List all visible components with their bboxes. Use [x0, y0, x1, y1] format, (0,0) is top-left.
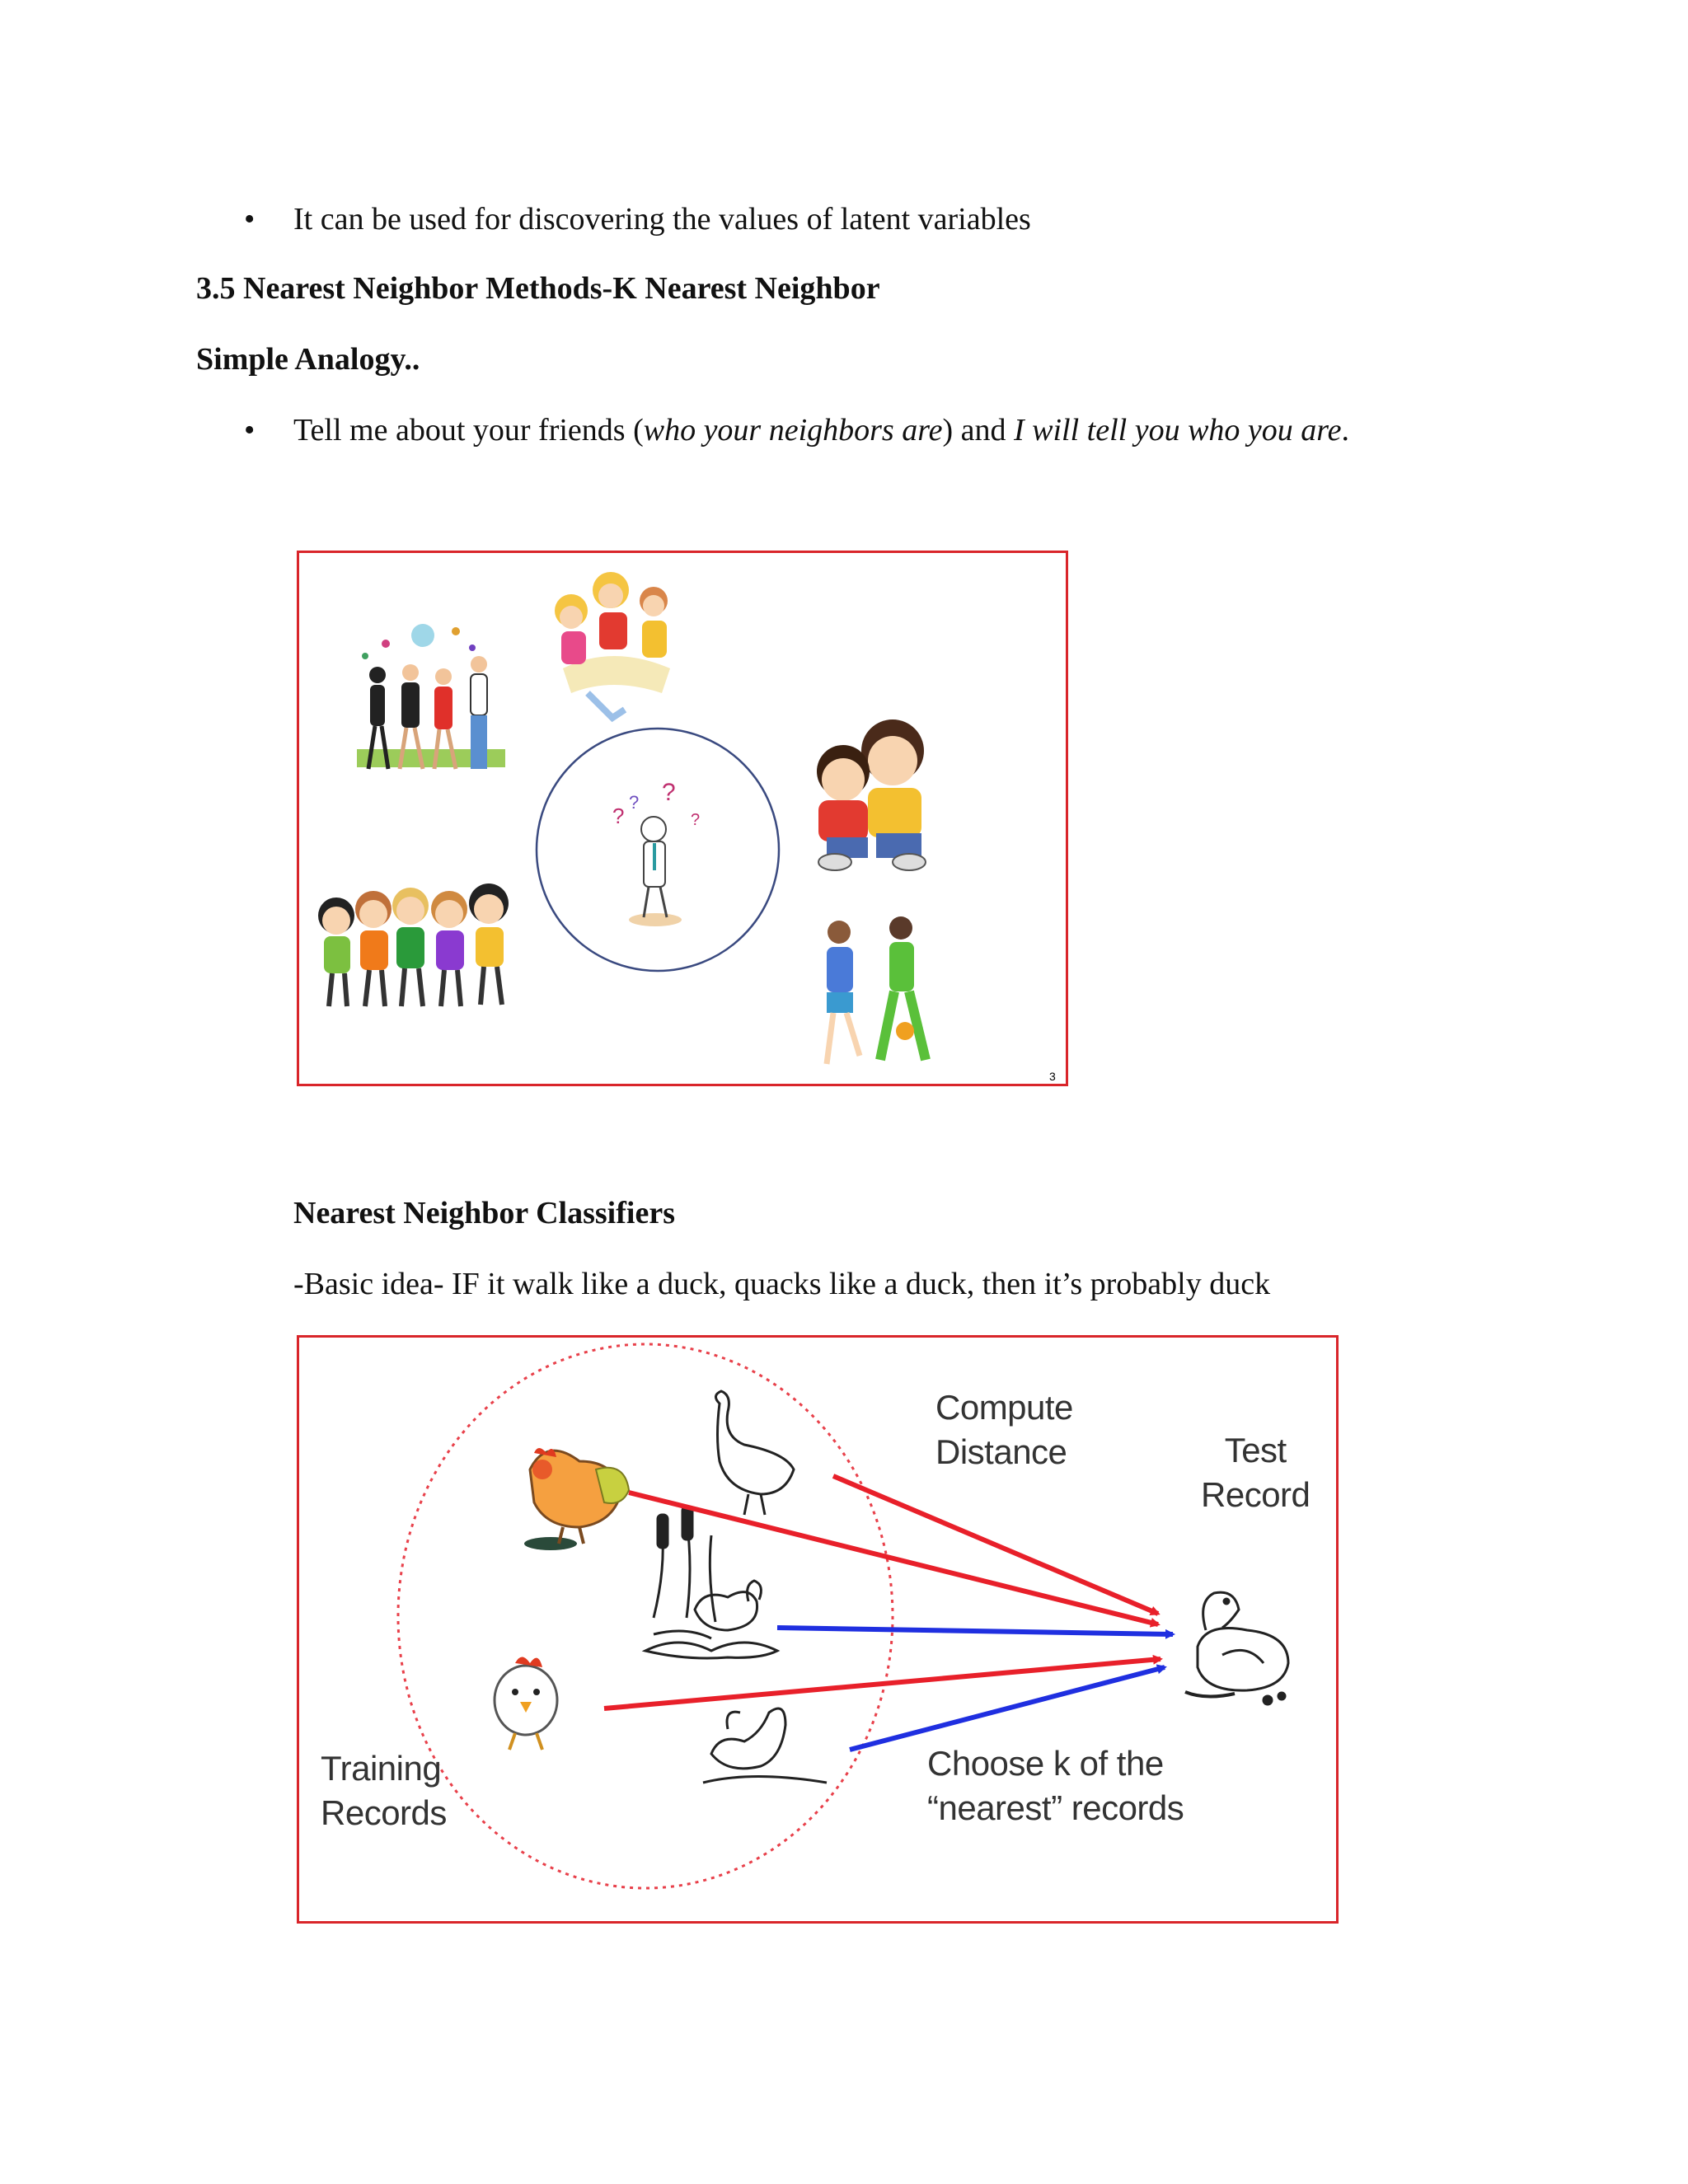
bullet-text-latent-variables: It can be used for discovering the values of latent variables	[293, 202, 1031, 237]
distance-arrow-red	[833, 1476, 1158, 1614]
friends-illustration-figure	[297, 551, 1068, 1086]
bullet-text-part: Tell me about your friends (	[293, 413, 644, 448]
question-mark: ?	[629, 792, 640, 813]
bullet-text-friends	[293, 412, 1349, 448]
nearest-arrow-blue	[777, 1628, 1173, 1634]
test-record-label	[1201, 1428, 1310, 1517]
party-people-icon	[357, 624, 505, 769]
nearest-neighbor-diagram-svg	[299, 1338, 1336, 1921]
question-mark: ?	[662, 779, 676, 806]
subheading-simple-analogy: Simple Analogy..	[196, 342, 420, 377]
rooster-icon	[524, 1448, 629, 1550]
swan-icon	[703, 1708, 827, 1783]
training-records-line: Records	[321, 1793, 447, 1832]
boys-hugging-icon	[817, 719, 926, 870]
bullet-text-italic: who your neighbors are	[643, 413, 943, 448]
children-reading-icon	[555, 572, 670, 718]
cattails-ducks-icon	[645, 1507, 777, 1658]
choose-k-label	[927, 1741, 1184, 1830]
goose-icon	[715, 1391, 794, 1515]
basic-idea-text: -Basic idea- IF it walk like a duck, quacks like a duck, then it’s probably duck	[293, 1267, 1271, 1301]
nearest-neighbor-diagram	[297, 1335, 1339, 1924]
training-records-label	[321, 1746, 447, 1835]
classifiers-title: Nearest Neighbor Classifiers	[293, 1196, 675, 1230]
test-record-line: Record	[1201, 1475, 1311, 1514]
compute-distance-line: Distance	[935, 1432, 1067, 1471]
bullet-marker: •	[244, 202, 256, 237]
kids-group-icon	[318, 883, 509, 1006]
bullet-text-part: .	[1341, 413, 1350, 448]
nearest-arrow-blue	[850, 1667, 1165, 1750]
distance-arrow-red	[629, 1493, 1158, 1624]
bullet-text-part: ) and	[942, 413, 1014, 448]
slide-number: 3	[1049, 1070, 1056, 1083]
boys-playing-football-icon	[827, 916, 926, 1064]
distance-arrow-red	[604, 1659, 1160, 1708]
thinking-man-icon	[612, 779, 700, 926]
section-heading: 3.5 Nearest Neighbor Methods-K Nearest Neighbor	[196, 271, 880, 306]
question-mark: ?	[612, 804, 625, 828]
question-mark: ?	[691, 811, 701, 829]
bullet-marker: •	[244, 413, 256, 448]
neighborhood-dashed-circle	[398, 1344, 893, 1888]
training-records-line: Training	[321, 1749, 442, 1788]
choose-k-line: “nearest” records	[927, 1788, 1184, 1827]
bullet-text-italic: I will tell you who you are	[1014, 413, 1342, 448]
test-record-duck-icon	[1185, 1592, 1288, 1704]
test-record-line: Test	[1224, 1431, 1287, 1469]
friends-illustration-svg	[299, 553, 1066, 1084]
compute-distance-line: Compute	[935, 1388, 1073, 1427]
choose-k-line: Choose k of the	[927, 1744, 1164, 1783]
chick-icon	[495, 1657, 557, 1750]
compute-distance-label	[935, 1385, 1073, 1474]
